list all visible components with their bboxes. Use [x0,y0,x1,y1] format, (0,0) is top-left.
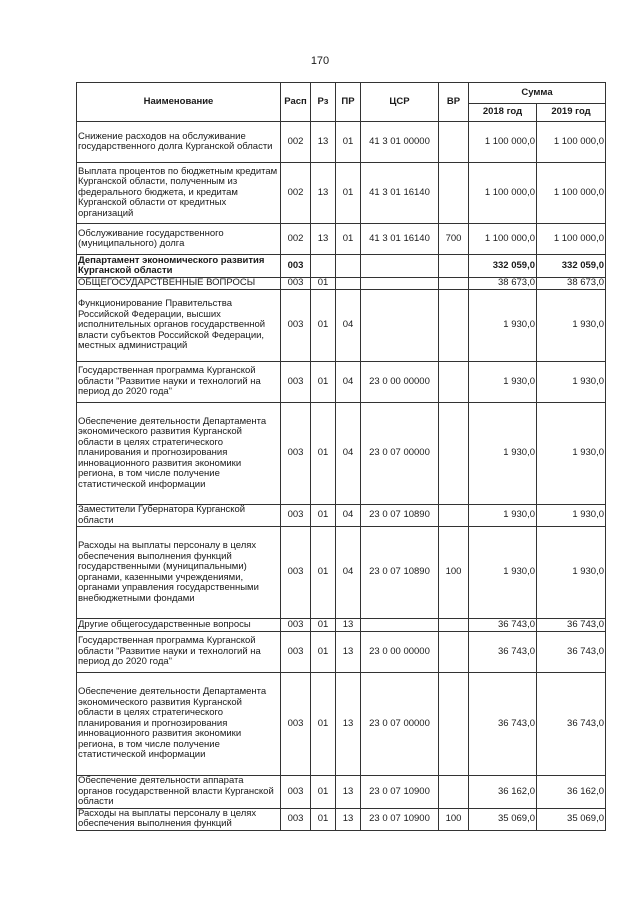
cell-rz: 13 [311,224,336,255]
cell-rasp: 003 [281,619,311,632]
cell-name: Расходы на выплаты персоналу в целях обеспечения выполнения функций [77,808,281,830]
cell-sum-2019: 1 930,0 [537,362,606,403]
cell-vr [439,403,469,505]
cell-rz: 01 [311,278,336,290]
cell-sum-2018: 1 930,0 [469,290,537,362]
table-row [77,290,606,362]
cell-rz: 13 [311,122,336,163]
cell-pr: 01 [336,122,361,163]
cell-csr [361,278,439,290]
table-row [77,278,606,290]
cell-pr: 13 [336,673,361,776]
cell-rz: 01 [311,619,336,632]
cell-sum-2018: 38 673,0 [469,278,537,290]
cell-csr: 23 0 00 00000 [361,362,439,403]
cell-csr: 23 0 07 10890 [361,527,439,619]
cell-vr: 100 [439,527,469,619]
cell-vr [439,776,469,809]
cell-sum-2019: 38 673,0 [537,278,606,290]
cell-name: Снижение расходов на обслуживание государственного долга Курганской области [77,122,281,163]
cell-sum-2018: 1 100 000,0 [469,224,537,255]
cell-rz: 01 [311,632,336,673]
cell-rasp: 003 [281,278,311,290]
cell-vr [439,290,469,362]
cell-name: Выплата процентов по бюджетным кредитам Курганской области, полученным из федерального бюджета, и кредитам Курганской области от кредитных организаций [77,163,281,224]
table-row [77,163,606,224]
cell-csr: 23 0 07 10890 [361,505,439,527]
cell-sum-2019: 1 100 000,0 [537,224,606,255]
cell-csr [361,619,439,632]
cell-pr: 04 [336,527,361,619]
table-row [77,619,606,632]
table-row [77,255,606,278]
table-row [77,362,606,403]
cell-rasp: 003 [281,632,311,673]
cell-name: Обеспечение деятельности Департамента экономического развития Курганской области в целях стратегического планирования и прогнозирования инновационного развития экономики региона, в том числе получение статистической информации [77,673,281,776]
header-rz: Рз [311,83,336,122]
cell-vr [439,362,469,403]
table-row [77,527,606,619]
cell-rz: 01 [311,776,336,809]
header-csr: ЦСР [361,83,439,122]
cell-rasp: 003 [281,362,311,403]
table-row [77,673,606,776]
cell-rz: 01 [311,673,336,776]
table-body [77,122,606,831]
cell-vr [439,122,469,163]
cell-rasp: 003 [281,527,311,619]
cell-csr: 41 3 01 16140 [361,224,439,255]
budget-table [76,82,606,831]
table-row [77,632,606,673]
cell-vr [439,619,469,632]
cell-sum-2018: 1 100 000,0 [469,122,537,163]
cell-pr: 13 [336,808,361,830]
cell-pr: 04 [336,403,361,505]
cell-name: Обеспечение деятельности Департамента экономического развития Курганской области в целях стратегического планирования и прогнозирования инновационного развития экономики региона, в том числе получение статистической информации [77,403,281,505]
cell-vr: 700 [439,224,469,255]
header-rasp: Расп [281,83,311,122]
cell-pr: 01 [336,224,361,255]
cell-rz: 01 [311,808,336,830]
cell-csr: 23 0 07 10900 [361,776,439,809]
cell-rasp: 003 [281,255,311,278]
cell-sum-2019: 1 930,0 [537,403,606,505]
cell-pr: 13 [336,776,361,809]
cell-csr: 41 3 01 16140 [361,163,439,224]
cell-vr [439,632,469,673]
table-row [77,505,606,527]
cell-vr [439,255,469,278]
table-row [77,122,606,163]
header-name: Наименование [77,83,281,122]
cell-rz: 01 [311,290,336,362]
cell-rasp: 003 [281,505,311,527]
table-row [77,776,606,809]
cell-sum-2018: 1 930,0 [469,403,537,505]
cell-vr [439,505,469,527]
cell-rz: 01 [311,505,336,527]
cell-sum-2019: 1 930,0 [537,527,606,619]
header-pr: ПР [336,83,361,122]
cell-csr: 23 0 07 10900 [361,808,439,830]
cell-rz [311,255,336,278]
cell-pr [336,278,361,290]
cell-sum-2019: 332 059,0 [537,255,606,278]
cell-sum-2019: 36 162,0 [537,776,606,809]
cell-sum-2018: 1 930,0 [469,362,537,403]
cell-vr: 100 [439,808,469,830]
cell-pr: 13 [336,619,361,632]
cell-name: Государственная программа Курганской области "Развитие науки и технологий на период до 2020 года" [77,362,281,403]
cell-name: Функционирование Правительства Российской Федерации, высших исполнительных органов государственной власти субъектов Российской Федерации, местных администраций [77,290,281,362]
cell-sum-2019: 1 930,0 [537,290,606,362]
cell-sum-2019: 1 930,0 [537,505,606,527]
cell-sum-2018: 1 930,0 [469,527,537,619]
cell-csr [361,290,439,362]
cell-sum-2018: 36 162,0 [469,776,537,809]
cell-csr: 41 3 01 00000 [361,122,439,163]
cell-vr [439,278,469,290]
cell-pr: 04 [336,290,361,362]
cell-pr: 04 [336,362,361,403]
cell-csr: 23 0 00 00000 [361,632,439,673]
cell-rasp: 002 [281,224,311,255]
header-sum: Сумма [469,83,606,104]
cell-sum-2019: 36 743,0 [537,632,606,673]
cell-name: Департамент экономического развития Курганской области [77,255,281,278]
cell-pr [336,255,361,278]
cell-pr: 13 [336,632,361,673]
cell-name: Обслуживание государственного (муниципального) долга [77,224,281,255]
cell-sum-2019: 35 069,0 [537,808,606,830]
cell-sum-2018: 332 059,0 [469,255,537,278]
cell-name: Расходы на выплаты персоналу в целях обеспечения выполнения функций государственными (муниципальными) органами, казенными учреждениями, органами управления государственными внебюджетными фондами [77,527,281,619]
cell-rasp: 003 [281,808,311,830]
header-year-2018: 2018 год [469,104,537,122]
cell-rasp: 003 [281,290,311,362]
cell-rz: 01 [311,362,336,403]
cell-sum-2019: 1 100 000,0 [537,163,606,224]
cell-sum-2019: 1 100 000,0 [537,122,606,163]
cell-sum-2018: 36 743,0 [469,673,537,776]
cell-sum-2018: 1 100 000,0 [469,163,537,224]
cell-sum-2018: 35 069,0 [469,808,537,830]
cell-pr: 01 [336,163,361,224]
cell-name: Государственная программа Курганской области "Развитие науки и технологий на период до 2020 года" [77,632,281,673]
cell-sum-2018: 36 743,0 [469,632,537,673]
cell-rz: 13 [311,163,336,224]
table-row [77,224,606,255]
cell-rasp: 002 [281,163,311,224]
cell-rasp: 003 [281,673,311,776]
cell-csr [361,255,439,278]
cell-csr: 23 0 07 00000 [361,403,439,505]
cell-name: ОБЩЕГОСУДАРСТВЕННЫЕ ВОПРОСЫ [77,278,281,290]
cell-pr: 04 [336,505,361,527]
cell-sum-2018: 36 743,0 [469,619,537,632]
cell-vr [439,673,469,776]
cell-vr [439,163,469,224]
cell-name: Заместители Губернатора Курганской области [77,505,281,527]
table-row [77,403,606,505]
cell-csr: 23 0 07 00000 [361,673,439,776]
cell-name: Другие общегосударственные вопросы [77,619,281,632]
header-year-2019: 2019 год [537,104,606,122]
cell-name: Обеспечение деятельности аппарата органов государственной власти Курганской области [77,776,281,809]
page-number: 170 [310,55,330,67]
cell-sum-2019: 36 743,0 [537,673,606,776]
cell-rz: 01 [311,527,336,619]
cell-rz: 01 [311,403,336,505]
cell-rasp: 003 [281,776,311,809]
cell-sum-2019: 36 743,0 [537,619,606,632]
cell-rasp: 002 [281,122,311,163]
cell-sum-2018: 1 930,0 [469,505,537,527]
table-row [77,808,606,830]
cell-rasp: 003 [281,403,311,505]
header-vr: ВР [439,83,469,122]
